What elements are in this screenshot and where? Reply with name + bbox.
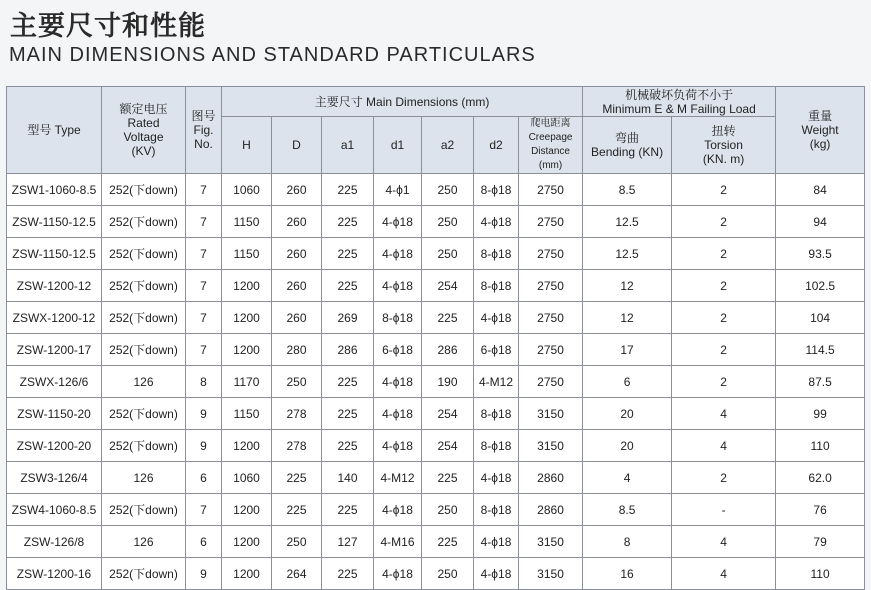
cell-a2: 225	[422, 302, 474, 334]
header-rated-voltage: 额定电压 Rated Voltage (KV)	[102, 87, 186, 174]
cell-d2: 4-ϕ18	[474, 526, 519, 558]
page-title-chinese: 主要尺寸和性能	[10, 11, 206, 42]
cell-fig-no: 7	[186, 334, 222, 366]
cell-fig-no: 6	[186, 526, 222, 558]
table-row	[7, 430, 865, 462]
cell-a1: 225	[322, 206, 374, 238]
cell-h: 1150	[222, 238, 272, 270]
cell-a1: 269	[322, 302, 374, 334]
cell-torsion: 2	[672, 302, 776, 334]
cell-d: 260	[272, 302, 322, 334]
cell-h: 1200	[222, 270, 272, 302]
cell-weight: 76	[776, 494, 865, 526]
cell-d1: 8-ϕ18	[374, 302, 422, 334]
table-row	[7, 366, 865, 398]
cell-bending: 12	[583, 302, 672, 334]
header-bending: 弯曲 Bending (KN)	[583, 117, 672, 174]
table-row	[7, 494, 865, 526]
cell-bending: 8.5	[583, 494, 672, 526]
cell-fig-no: 7	[186, 302, 222, 334]
cell-weight: 84	[776, 174, 865, 206]
cell-bending: 12.5	[583, 206, 672, 238]
cell-creepage: 2860	[519, 494, 583, 526]
cell-h: 1200	[222, 494, 272, 526]
cell-d2: 6-ϕ18	[474, 334, 519, 366]
cell-d2: 8-ϕ18	[474, 174, 519, 206]
cell-a1: 286	[322, 334, 374, 366]
cell-a1: 127	[322, 526, 374, 558]
cell-rated-voltage: 252(下down)	[102, 430, 186, 462]
cell-rated-voltage: 126	[102, 526, 186, 558]
cell-creepage: 3150	[519, 398, 583, 430]
table-row	[7, 558, 865, 590]
cell-creepage: 3150	[519, 526, 583, 558]
cell-weight: 102.5	[776, 270, 865, 302]
cell-rated-voltage: 252(下down)	[102, 398, 186, 430]
cell-d1: 4-ϕ18	[374, 494, 422, 526]
cell-rated-voltage: 252(下down)	[102, 302, 186, 334]
cell-d: 260	[272, 174, 322, 206]
cell-bending: 12.5	[583, 238, 672, 270]
cell-weight: 93.5	[776, 238, 865, 270]
header-d: D	[272, 117, 322, 174]
cell-d2: 8-ϕ18	[474, 430, 519, 462]
cell-creepage: 2750	[519, 206, 583, 238]
cell-d2: 8-ϕ18	[474, 238, 519, 270]
cell-torsion: 4	[672, 558, 776, 590]
cell-torsion: -	[672, 494, 776, 526]
cell-a1: 225	[322, 430, 374, 462]
cell-bending: 20	[583, 430, 672, 462]
cell-weight: 114.5	[776, 334, 865, 366]
cell-creepage: 2750	[519, 302, 583, 334]
table-row	[7, 462, 865, 494]
header-d2: d2	[474, 117, 519, 174]
cell-rated-voltage: 252(下down)	[102, 334, 186, 366]
cell-torsion: 2	[672, 462, 776, 494]
cell-d2: 4-ϕ18	[474, 462, 519, 494]
header-a2: a2	[422, 117, 474, 174]
cell-d1: 4-M12	[374, 462, 422, 494]
table-row	[7, 174, 865, 206]
cell-creepage: 2750	[519, 270, 583, 302]
cell-weight: 104	[776, 302, 865, 334]
cell-a2: 225	[422, 462, 474, 494]
cell-torsion: 2	[672, 238, 776, 270]
cell-d1: 4-ϕ18	[374, 366, 422, 398]
cell-d2: 8-ϕ18	[474, 270, 519, 302]
cell-torsion: 4	[672, 398, 776, 430]
cell-d1: 4-ϕ1	[374, 174, 422, 206]
cell-fig-no: 9	[186, 430, 222, 462]
cell-d1: 4-ϕ18	[374, 430, 422, 462]
cell-fig-no: 7	[186, 270, 222, 302]
cell-fig-no: 6	[186, 462, 222, 494]
cell-torsion: 2	[672, 206, 776, 238]
cell-h: 1200	[222, 334, 272, 366]
cell-fig-no: 7	[186, 206, 222, 238]
cell-creepage: 2860	[519, 462, 583, 494]
cell-type: ZSW-1150-12.5	[7, 238, 102, 270]
cell-type: ZSW-1200-12	[7, 270, 102, 302]
cell-type: ZSWX-126/6	[7, 366, 102, 398]
cell-bending: 16	[583, 558, 672, 590]
cell-h: 1060	[222, 462, 272, 494]
header-d1: d1	[374, 117, 422, 174]
cell-a1: 225	[322, 238, 374, 270]
cell-fig-no: 8	[186, 366, 222, 398]
header-fig-no: 图号 Fig. No.	[186, 87, 222, 174]
cell-h: 1200	[222, 526, 272, 558]
cell-d1: 4-ϕ18	[374, 270, 422, 302]
cell-d: 260	[272, 206, 322, 238]
cell-torsion: 4	[672, 430, 776, 462]
table-row	[7, 526, 865, 558]
header-weight: 重量 Weight (kg)	[776, 87, 865, 174]
cell-h: 1060	[222, 174, 272, 206]
cell-d: 264	[272, 558, 322, 590]
cell-type: ZSW-126/8	[7, 526, 102, 558]
cell-d: 225	[272, 462, 322, 494]
cell-bending: 8	[583, 526, 672, 558]
cell-d: 225	[272, 494, 322, 526]
cell-weight: 99	[776, 398, 865, 430]
cell-a1: 225	[322, 558, 374, 590]
header-a1: a1	[322, 117, 374, 174]
cell-d2: 4-ϕ18	[474, 558, 519, 590]
cell-weight: 87.5	[776, 366, 865, 398]
cell-bending: 8.5	[583, 174, 672, 206]
cell-a2: 225	[422, 526, 474, 558]
cell-a2: 250	[422, 238, 474, 270]
cell-bending: 20	[583, 398, 672, 430]
table-row	[7, 334, 865, 366]
cell-weight: 62.0	[776, 462, 865, 494]
cell-h: 1150	[222, 206, 272, 238]
table-header	[7, 87, 865, 174]
cell-type: ZSW-1200-16	[7, 558, 102, 590]
cell-rated-voltage: 252(下down)	[102, 174, 186, 206]
table-body	[7, 174, 865, 590]
cell-fig-no: 7	[186, 494, 222, 526]
cell-weight: 110	[776, 558, 865, 590]
cell-rated-voltage: 252(下down)	[102, 558, 186, 590]
dimensions-table	[6, 86, 865, 590]
cell-a2: 250	[422, 494, 474, 526]
cell-a2: 254	[422, 398, 474, 430]
cell-a1: 225	[322, 174, 374, 206]
header-h: H	[222, 117, 272, 174]
cell-rated-voltage: 252(下down)	[102, 270, 186, 302]
cell-creepage: 3150	[519, 430, 583, 462]
cell-a1: 225	[322, 366, 374, 398]
cell-a1: 225	[322, 398, 374, 430]
cell-a1: 140	[322, 462, 374, 494]
cell-d1: 4-ϕ18	[374, 238, 422, 270]
cell-h: 1200	[222, 558, 272, 590]
cell-rated-voltage: 126	[102, 462, 186, 494]
table-row	[7, 302, 865, 334]
cell-torsion: 4	[672, 526, 776, 558]
cell-a2: 190	[422, 366, 474, 398]
table-row	[7, 398, 865, 430]
cell-d2: 8-ϕ18	[474, 398, 519, 430]
cell-a1: 225	[322, 270, 374, 302]
cell-d2: 4-M12	[474, 366, 519, 398]
cell-fig-no: 9	[186, 398, 222, 430]
cell-torsion: 2	[672, 366, 776, 398]
table-row	[7, 206, 865, 238]
cell-creepage: 2750	[519, 238, 583, 270]
cell-h: 1200	[222, 302, 272, 334]
cell-weight: 79	[776, 526, 865, 558]
cell-fig-no: 7	[186, 174, 222, 206]
cell-torsion: 2	[672, 174, 776, 206]
cell-a2: 286	[422, 334, 474, 366]
header-torsion: 扭转 Torsion (KN. m)	[672, 117, 776, 174]
header-type: 型号 Type	[7, 87, 102, 174]
cell-a2: 254	[422, 430, 474, 462]
cell-weight: 110	[776, 430, 865, 462]
cell-d: 250	[272, 366, 322, 398]
cell-a1: 225	[322, 494, 374, 526]
header-failing-load: 机械破坏负荷不小于 Minimum E & M Failing Load	[583, 87, 776, 117]
cell-bending: 17	[583, 334, 672, 366]
cell-d2: 4-ϕ18	[474, 206, 519, 238]
cell-type: ZSW1-1060-8.5	[7, 174, 102, 206]
cell-creepage: 2750	[519, 366, 583, 398]
cell-rated-voltage: 252(下down)	[102, 238, 186, 270]
cell-weight: 94	[776, 206, 865, 238]
cell-fig-no: 9	[186, 558, 222, 590]
cell-rated-voltage: 252(下down)	[102, 494, 186, 526]
cell-rated-voltage: 126	[102, 366, 186, 398]
cell-fig-no: 7	[186, 238, 222, 270]
cell-a2: 250	[422, 558, 474, 590]
cell-d: 260	[272, 270, 322, 302]
cell-d: 260	[272, 238, 322, 270]
cell-h: 1150	[222, 398, 272, 430]
cell-d1: 4-ϕ18	[374, 206, 422, 238]
cell-bending: 4	[583, 462, 672, 494]
header-main-dimensions: 主要尺寸 Main Dimensions (mm)	[222, 87, 583, 117]
cell-creepage: 2750	[519, 174, 583, 206]
cell-a2: 250	[422, 206, 474, 238]
cell-d1: 4-M16	[374, 526, 422, 558]
cell-type: ZSW4-1060-8.5	[7, 494, 102, 526]
cell-type: ZSW-1150-20	[7, 398, 102, 430]
cell-creepage: 3150	[519, 558, 583, 590]
table-row	[7, 238, 865, 270]
table-row	[7, 270, 865, 302]
cell-h: 1200	[222, 430, 272, 462]
cell-bending: 6	[583, 366, 672, 398]
cell-d: 278	[272, 430, 322, 462]
cell-type: ZSW-1200-20	[7, 430, 102, 462]
cell-d: 278	[272, 398, 322, 430]
cell-d1: 4-ϕ18	[374, 398, 422, 430]
cell-type: ZSWX-1200-12	[7, 302, 102, 334]
cell-type: ZSW3-126/4	[7, 462, 102, 494]
page-title-english: MAIN DIMENSIONS AND STANDARD PARTICULARS	[9, 44, 536, 66]
cell-d2: 8-ϕ18	[474, 494, 519, 526]
cell-type: ZSW-1150-12.5	[7, 206, 102, 238]
cell-torsion: 2	[672, 334, 776, 366]
header-creepage: 爬电距离 Creepage Distance (mm)	[519, 117, 583, 174]
cell-type: ZSW-1200-17	[7, 334, 102, 366]
cell-h: 1170	[222, 366, 272, 398]
cell-d1: 4-ϕ18	[374, 558, 422, 590]
cell-a2: 250	[422, 174, 474, 206]
cell-d: 250	[272, 526, 322, 558]
cell-d: 280	[272, 334, 322, 366]
cell-creepage: 2750	[519, 334, 583, 366]
cell-bending: 12	[583, 270, 672, 302]
cell-d2: 4-ϕ18	[474, 302, 519, 334]
cell-torsion: 2	[672, 270, 776, 302]
cell-d1: 6-ϕ18	[374, 334, 422, 366]
cell-a2: 254	[422, 270, 474, 302]
cell-rated-voltage: 252(下down)	[102, 206, 186, 238]
